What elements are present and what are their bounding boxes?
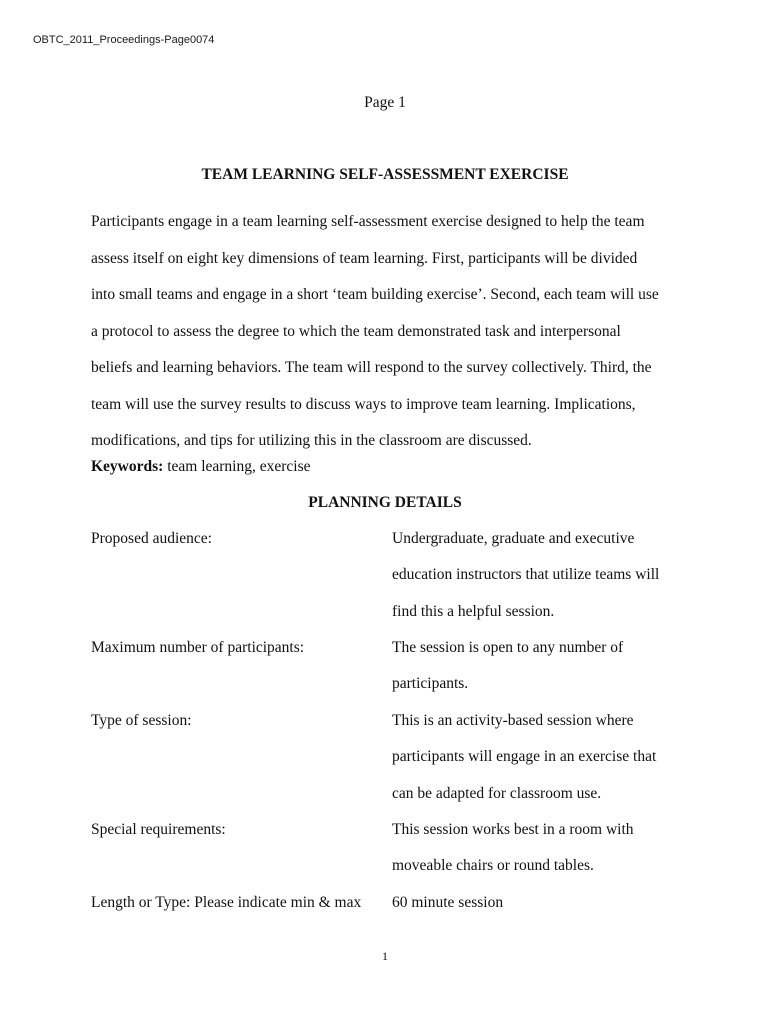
abstract-line: assess itself on eight key dimensions of team learning. First, participants will be divided xyxy=(91,249,638,267)
document-title: TEAM LEARNING SELF-ASSESSMENT EXERCISE xyxy=(201,166,569,183)
abstract-line: team will use the survey results to discuss ways to improve team learning. Implications, xyxy=(91,395,636,413)
keywords-value: team learning, exercise xyxy=(167,458,311,475)
abstract-line: a protocol to assess the degree to which the team demonstrated task and interpersonal xyxy=(91,322,621,340)
detail-value xyxy=(392,703,656,812)
detail-label: Proposed audience: xyxy=(91,530,212,547)
page-header: Page 1 xyxy=(364,94,406,111)
abstract-paragraph xyxy=(91,204,691,460)
detail-value xyxy=(392,521,659,630)
detail-label: Type of session: xyxy=(91,712,192,729)
detail-value-line: 60 minute session xyxy=(392,894,504,911)
detail-value-line: find this a helpful session. xyxy=(392,602,555,620)
abstract-line: beliefs and learning behaviors. The team will respond to the survey collectively. Third, the xyxy=(91,359,652,376)
keywords-label: Keywords: xyxy=(91,458,164,475)
detail-value xyxy=(392,812,634,885)
detail-value-line: This session works best in a room with xyxy=(392,821,634,838)
abstract-line: modifications, and tips for utilizing this in the classroom are discussed. xyxy=(91,432,532,449)
keywords xyxy=(91,458,311,476)
detail-value xyxy=(392,630,623,703)
detail-label: Length or Type: Please indicate min & max xyxy=(91,894,362,911)
abstract-line: Participants engage in a team learning self-assessment exercise designed to help the team xyxy=(91,213,645,230)
planning-details-heading: PLANNING DETAILS xyxy=(308,494,462,511)
detail-value-line: can be adapted for classroom use. xyxy=(392,784,602,802)
abstract-line: into small teams and engage in a short ‘team building exercise’. Second, each team will use xyxy=(91,286,659,303)
page-number: 1 xyxy=(382,949,388,963)
detail-value-line: education instructors that utilize teams will xyxy=(392,566,660,584)
detail-value-line: This is an activity-based session where xyxy=(392,712,634,729)
detail-label: Special requirements: xyxy=(91,821,226,838)
detail-value-line: The session is open to any number of xyxy=(392,639,624,656)
detail-label: Maximum number of participants: xyxy=(91,639,305,656)
detail-value-line: participants. xyxy=(392,675,469,693)
detail-value xyxy=(392,885,503,921)
detail-value-line: Undergraduate, graduate and executive xyxy=(392,530,635,547)
detail-value-line: participants will engage in an exercise that xyxy=(392,748,657,766)
detail-value-line: moveable chairs or round tables. xyxy=(392,857,594,875)
document-id: OBTC_2011_Proceedings-Page0074 xyxy=(33,34,215,46)
